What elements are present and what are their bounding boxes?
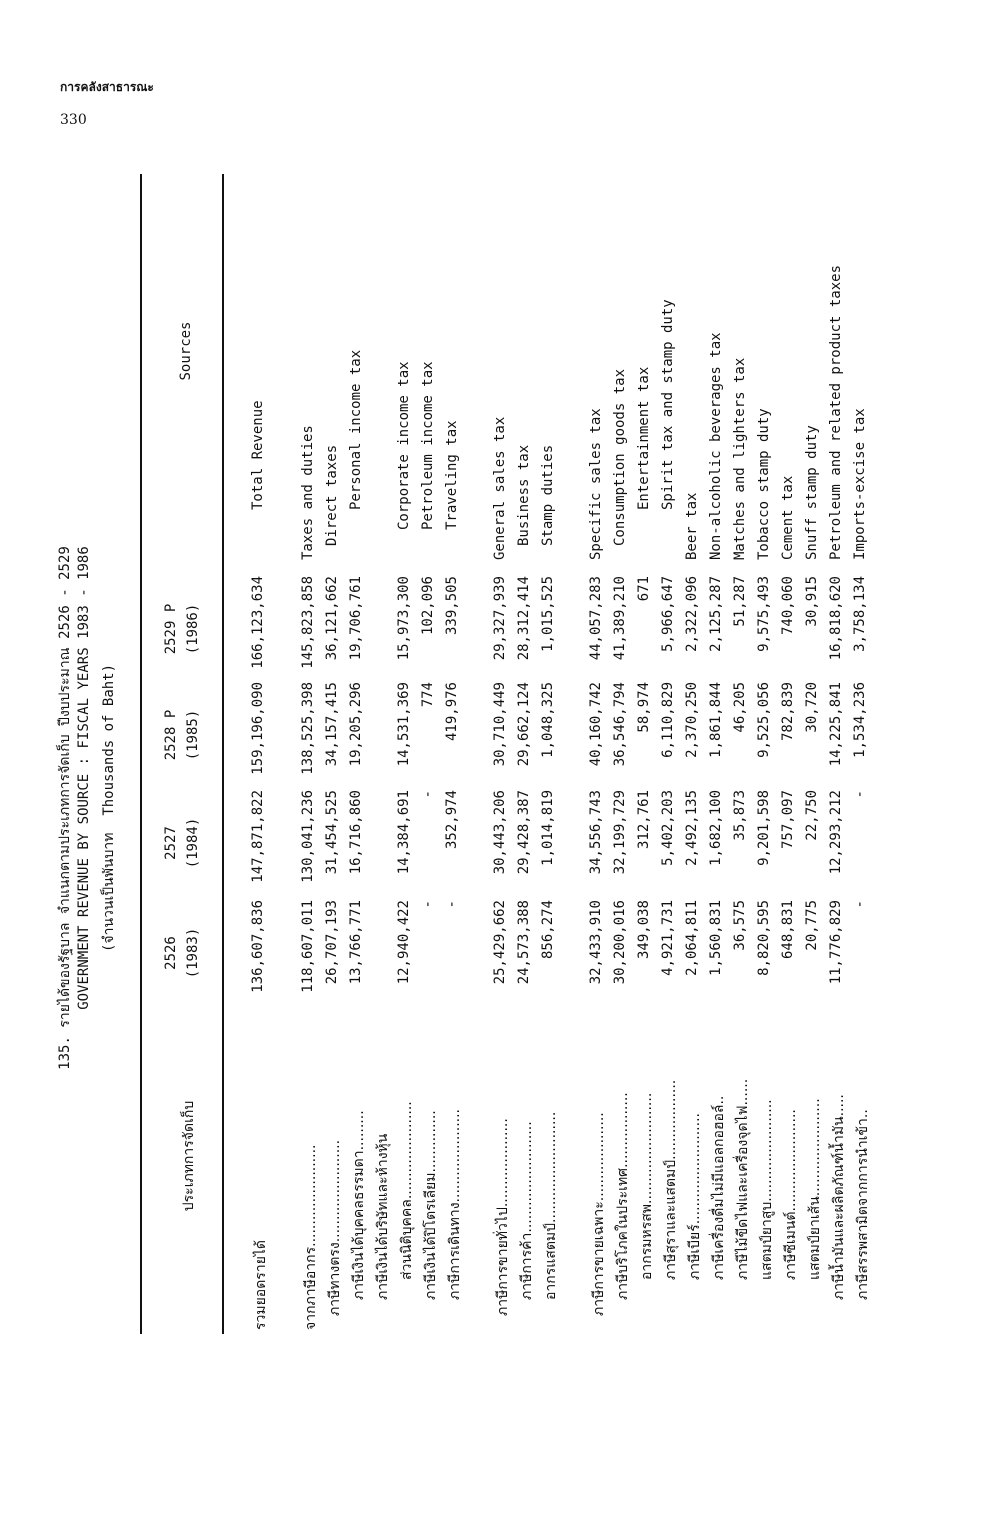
row-label-thai: ภาษีซีเมนต์....................... — [783, 1109, 799, 1280]
value-cell: 12,293,212 — [828, 790, 844, 875]
table-row — [492, 0, 516, 1436]
table-row — [588, 0, 612, 1436]
value-cell: 35,873 — [732, 790, 748, 841]
table-row — [684, 0, 708, 1436]
row-label-english: Matches and lighters tax — [732, 357, 748, 560]
row-label-english: Corporate income tax — [396, 361, 412, 530]
value-cell: 9,525,056 — [756, 682, 772, 758]
value-cell: 147,871,822 — [250, 790, 266, 883]
value-cell: - — [444, 900, 460, 909]
value-cell: 51,287 — [732, 576, 748, 627]
year-ce: (1986) — [185, 603, 201, 655]
value-cell: 32,433,910 — [588, 900, 604, 985]
row-label-thai: อากรแสตมป์......................... — [543, 1111, 559, 1300]
value-cell: 352,974 — [444, 790, 460, 850]
value-cell: 757,097 — [780, 790, 796, 850]
table-row — [852, 0, 876, 1436]
table-row — [780, 0, 804, 1436]
value-cell: 16,818,620 — [828, 576, 844, 661]
value-cell: 2,125,287 — [708, 576, 724, 652]
row-label-thai: ภาษีการเดินทาง..................... — [447, 1108, 463, 1300]
row-label-thai: ภาษีการค้า......................... — [519, 1121, 535, 1300]
value-cell: 30,720 — [804, 682, 820, 733]
row-label-thai: ภาษีการขายเฉพาะ.................... — [591, 1112, 607, 1316]
table-row — [444, 0, 468, 1436]
row-label-thai: แสตมป์ยาสูบ....................... — [759, 1099, 775, 1280]
value-cell: 349,038 — [636, 900, 652, 960]
row-label-english: General sales tax — [492, 416, 508, 560]
table-row — [612, 0, 636, 1436]
value-cell: 19,205,296 — [348, 682, 364, 767]
table-header-rule — [222, 174, 224, 1334]
value-cell: 1,534,236 — [852, 682, 868, 758]
value-cell: 782,839 — [780, 682, 796, 742]
row-label-thai: ภาษีการขายทั่วไป.................... — [495, 1118, 511, 1316]
row-label-english: Total Revenue — [250, 400, 266, 510]
value-cell: 6,110,829 — [660, 682, 676, 758]
value-cell: 14,531,369 — [396, 682, 412, 767]
column-header-year-2 — [160, 788, 204, 898]
table-unit-note: (จำนวนเป็นพันบาท Thousands of Baht) — [101, 663, 117, 953]
value-cell: 25,429,662 — [492, 900, 508, 985]
table-title-english: GOVERNMENT REVENUE BY SOURCE : FISCAL YEARS 1983 - 1986 — [76, 546, 92, 1010]
value-cell: 419,976 — [444, 682, 460, 742]
running-header: การคลังสาธารณะ — [60, 80, 154, 94]
value-cell: 30,915 — [804, 576, 820, 627]
value-cell: 339,505 — [444, 576, 460, 636]
row-label-thai: ภาษีเครื่องดื่มไม่มีแอลกอฮอล์.. — [711, 1095, 727, 1280]
table-row — [708, 0, 732, 1436]
value-cell: - — [852, 900, 868, 909]
table-row — [804, 0, 828, 1436]
value-cell: 34,556,743 — [588, 790, 604, 875]
row-label-english: Personal income tax — [348, 349, 364, 510]
value-cell: 5,402,203 — [660, 790, 676, 866]
table-row — [828, 0, 852, 1436]
row-label-english: Beer tax — [684, 492, 700, 560]
value-cell: 36,121,662 — [324, 576, 340, 661]
value-cell: 648,831 — [780, 900, 796, 960]
value-cell: 2,370,250 — [684, 682, 700, 758]
value-cell: 2,322,096 — [684, 576, 700, 652]
row-label-thai: ภาษีเงินได้ปิโตรเลียม.............. — [423, 1110, 439, 1300]
value-cell: - — [852, 790, 868, 799]
row-label-thai: ภาษีเงินได้บริษัทและห้างหุ้น — [375, 1133, 391, 1300]
value-cell: 9,575,493 — [756, 576, 772, 652]
value-cell: 36,575 — [732, 900, 748, 951]
value-cell: 13,766,771 — [348, 900, 364, 985]
table-row — [324, 0, 348, 1436]
value-cell: 2,064,811 — [684, 900, 700, 976]
column-header-year-3 — [160, 680, 204, 790]
value-cell: - — [420, 900, 436, 909]
table-row — [420, 0, 444, 1436]
value-cell: 102,096 — [420, 576, 436, 636]
value-cell: 31,454,525 — [324, 790, 340, 875]
value-cell: 28,312,414 — [516, 576, 532, 661]
row-label-english: Entertainment tax — [636, 366, 652, 510]
value-cell: 1,861,844 — [708, 682, 724, 758]
value-cell: 4,921,731 — [660, 900, 676, 976]
value-cell: 166,123,634 — [250, 576, 266, 669]
column-header-thai: ประเภทการจัดเก็บ — [181, 1100, 197, 1212]
table-row — [348, 0, 372, 1436]
value-cell: 15,973,300 — [396, 576, 412, 661]
value-cell: 14,384,691 — [396, 790, 412, 875]
row-label-thai: แสตมป์ยาเส้น...................... — [807, 1098, 823, 1280]
row-label-english: Imports-excise tax — [852, 408, 868, 560]
value-cell: 11,776,829 — [828, 900, 844, 985]
value-cell: 40,160,742 — [588, 682, 604, 767]
row-label-thai: รวมยอดรายได้ — [253, 1239, 269, 1330]
row-label-thai: ภาษีไม้ขีดไฟและเครื่องจุดไฟ...... — [735, 1078, 751, 1280]
value-cell: 138,525,398 — [300, 682, 316, 775]
row-label-thai: จากภาษีอากร....................... — [303, 1144, 319, 1330]
table-row — [300, 0, 324, 1436]
year-thai: 2528 P — [163, 709, 179, 761]
column-header-year-1 — [160, 898, 204, 1008]
table-row — [372, 0, 396, 1436]
table-row — [396, 0, 420, 1436]
row-label-english: Spirit tax and stamp duty — [660, 299, 676, 510]
value-cell: 740,060 — [780, 576, 796, 636]
year-ce: (1984) — [185, 817, 201, 869]
value-cell: 41,389,210 — [612, 576, 628, 661]
value-cell: 20,775 — [804, 900, 820, 951]
table-title-thai: 135. รายได้ของรัฐบาล จำแนกตามประเภทการจัดเก็บ ปีงบประมาณ 2526 - 2529 — [57, 546, 73, 1070]
table-row — [516, 0, 540, 1436]
value-cell: 136,607,836 — [250, 900, 266, 993]
value-cell: 14,225,841 — [828, 682, 844, 767]
table-row — [660, 0, 684, 1436]
column-header-english: Sources — [178, 321, 194, 381]
row-label-english: Stamp duties — [540, 444, 556, 546]
value-cell: 856,274 — [540, 900, 556, 960]
value-cell: 5,966,647 — [660, 576, 676, 652]
year-thai: 2529 P — [163, 603, 179, 655]
value-cell: 145,823,858 — [300, 576, 316, 669]
row-label-english: Direct taxes — [324, 444, 340, 546]
value-cell: 30,200,016 — [612, 900, 628, 985]
value-cell: 16,716,860 — [348, 790, 364, 875]
value-cell: 26,707,193 — [324, 900, 340, 985]
value-cell: 312,761 — [636, 790, 652, 850]
row-label-thai: ภาษีบริโภคในประเทศ................. — [615, 1092, 631, 1300]
row-label-english: Non-alcoholic beverages tax — [708, 332, 724, 560]
value-cell: 22,750 — [804, 790, 820, 841]
table-row — [540, 0, 564, 1436]
row-label-thai: ภาษีเงินได้บุคคลธรรมดา......... — [351, 1110, 367, 1300]
value-cell: 9,201,598 — [756, 790, 772, 866]
value-cell: 1,682,100 — [708, 790, 724, 866]
value-cell: 1,014,819 — [540, 790, 556, 866]
column-header-year-4 — [160, 574, 204, 684]
year-thai: 2527 — [163, 826, 179, 860]
value-cell: 774 — [420, 682, 436, 708]
value-cell: 159,196,090 — [250, 682, 266, 775]
table-row — [636, 0, 660, 1436]
table-top-rule — [140, 174, 142, 1334]
row-label-english: Petroleum and related product taxes — [828, 264, 844, 560]
value-cell: 29,428,387 — [516, 790, 532, 875]
value-cell: 32,199,729 — [612, 790, 628, 875]
row-label-thai: อากรมหรสพ......................... — [639, 1092, 655, 1280]
row-label-thai: ภาษีเบียร์......................... — [687, 1113, 703, 1280]
value-cell: 24,573,388 — [516, 900, 532, 985]
value-cell: 30,710,449 — [492, 682, 508, 767]
value-cell: 130,041,236 — [300, 790, 316, 883]
row-label-thai: ภาษีน้ำมันและผลิตภัณฑ์น้ำมัน..... — [831, 1094, 847, 1300]
value-cell: 1,560,831 — [708, 900, 724, 976]
row-label-english: Tobacco stamp duty — [756, 408, 772, 560]
page-number: 330 — [60, 112, 87, 128]
value-cell: 2,492,135 — [684, 790, 700, 866]
value-cell: 34,157,415 — [324, 682, 340, 767]
row-label-english: Traveling tax — [444, 420, 460, 530]
value-cell: 8,820,595 — [756, 900, 772, 976]
value-cell: - — [420, 790, 436, 799]
value-cell: 36,546,794 — [612, 682, 628, 767]
value-cell: 29,662,124 — [516, 682, 532, 767]
year-ce: (1985) — [185, 709, 201, 761]
row-label-english: Consumption goods tax — [612, 368, 628, 546]
value-cell: 30,443,206 — [492, 790, 508, 875]
value-cell: 19,706,761 — [348, 576, 364, 661]
year-ce: (1983) — [185, 927, 201, 979]
table-row — [732, 0, 756, 1436]
row-label-english: Specific sales tax — [588, 408, 604, 560]
value-cell: 3,758,134 — [852, 576, 868, 652]
row-label-english: Cement tax — [780, 475, 796, 560]
row-label-thai: ภาษีสุราและแสตมป์.................. — [663, 1079, 679, 1280]
value-cell: 671 — [636, 576, 652, 602]
value-cell: 118,607,011 — [300, 900, 316, 993]
value-cell: 58,974 — [636, 682, 652, 733]
table-row — [756, 0, 780, 1436]
row-label-thai: ภาษีสรรพสามิตจากการนำเข้า.. — [855, 1109, 871, 1300]
value-cell: 29,327,939 — [492, 576, 508, 661]
row-label-thai: ส่วนนิติบุคคล...................... — [399, 1101, 415, 1280]
value-cell: 44,057,283 — [588, 576, 604, 661]
value-cell: 12,940,422 — [396, 900, 412, 985]
row-label-english: Snuff stamp duty — [804, 425, 820, 560]
row-label-english: Taxes and duties — [300, 425, 316, 560]
value-cell: 1,048,325 — [540, 682, 556, 758]
value-cell: 46,205 — [732, 682, 748, 733]
table-row — [250, 0, 274, 1436]
year-thai: 2526 — [163, 936, 179, 970]
row-label-english: Petroleum income tax — [420, 361, 436, 530]
value-cell: 1,015,525 — [540, 576, 556, 652]
row-label-thai: ภาษีทางตรง....................... — [327, 1139, 343, 1316]
row-label-english: Business tax — [516, 444, 532, 546]
